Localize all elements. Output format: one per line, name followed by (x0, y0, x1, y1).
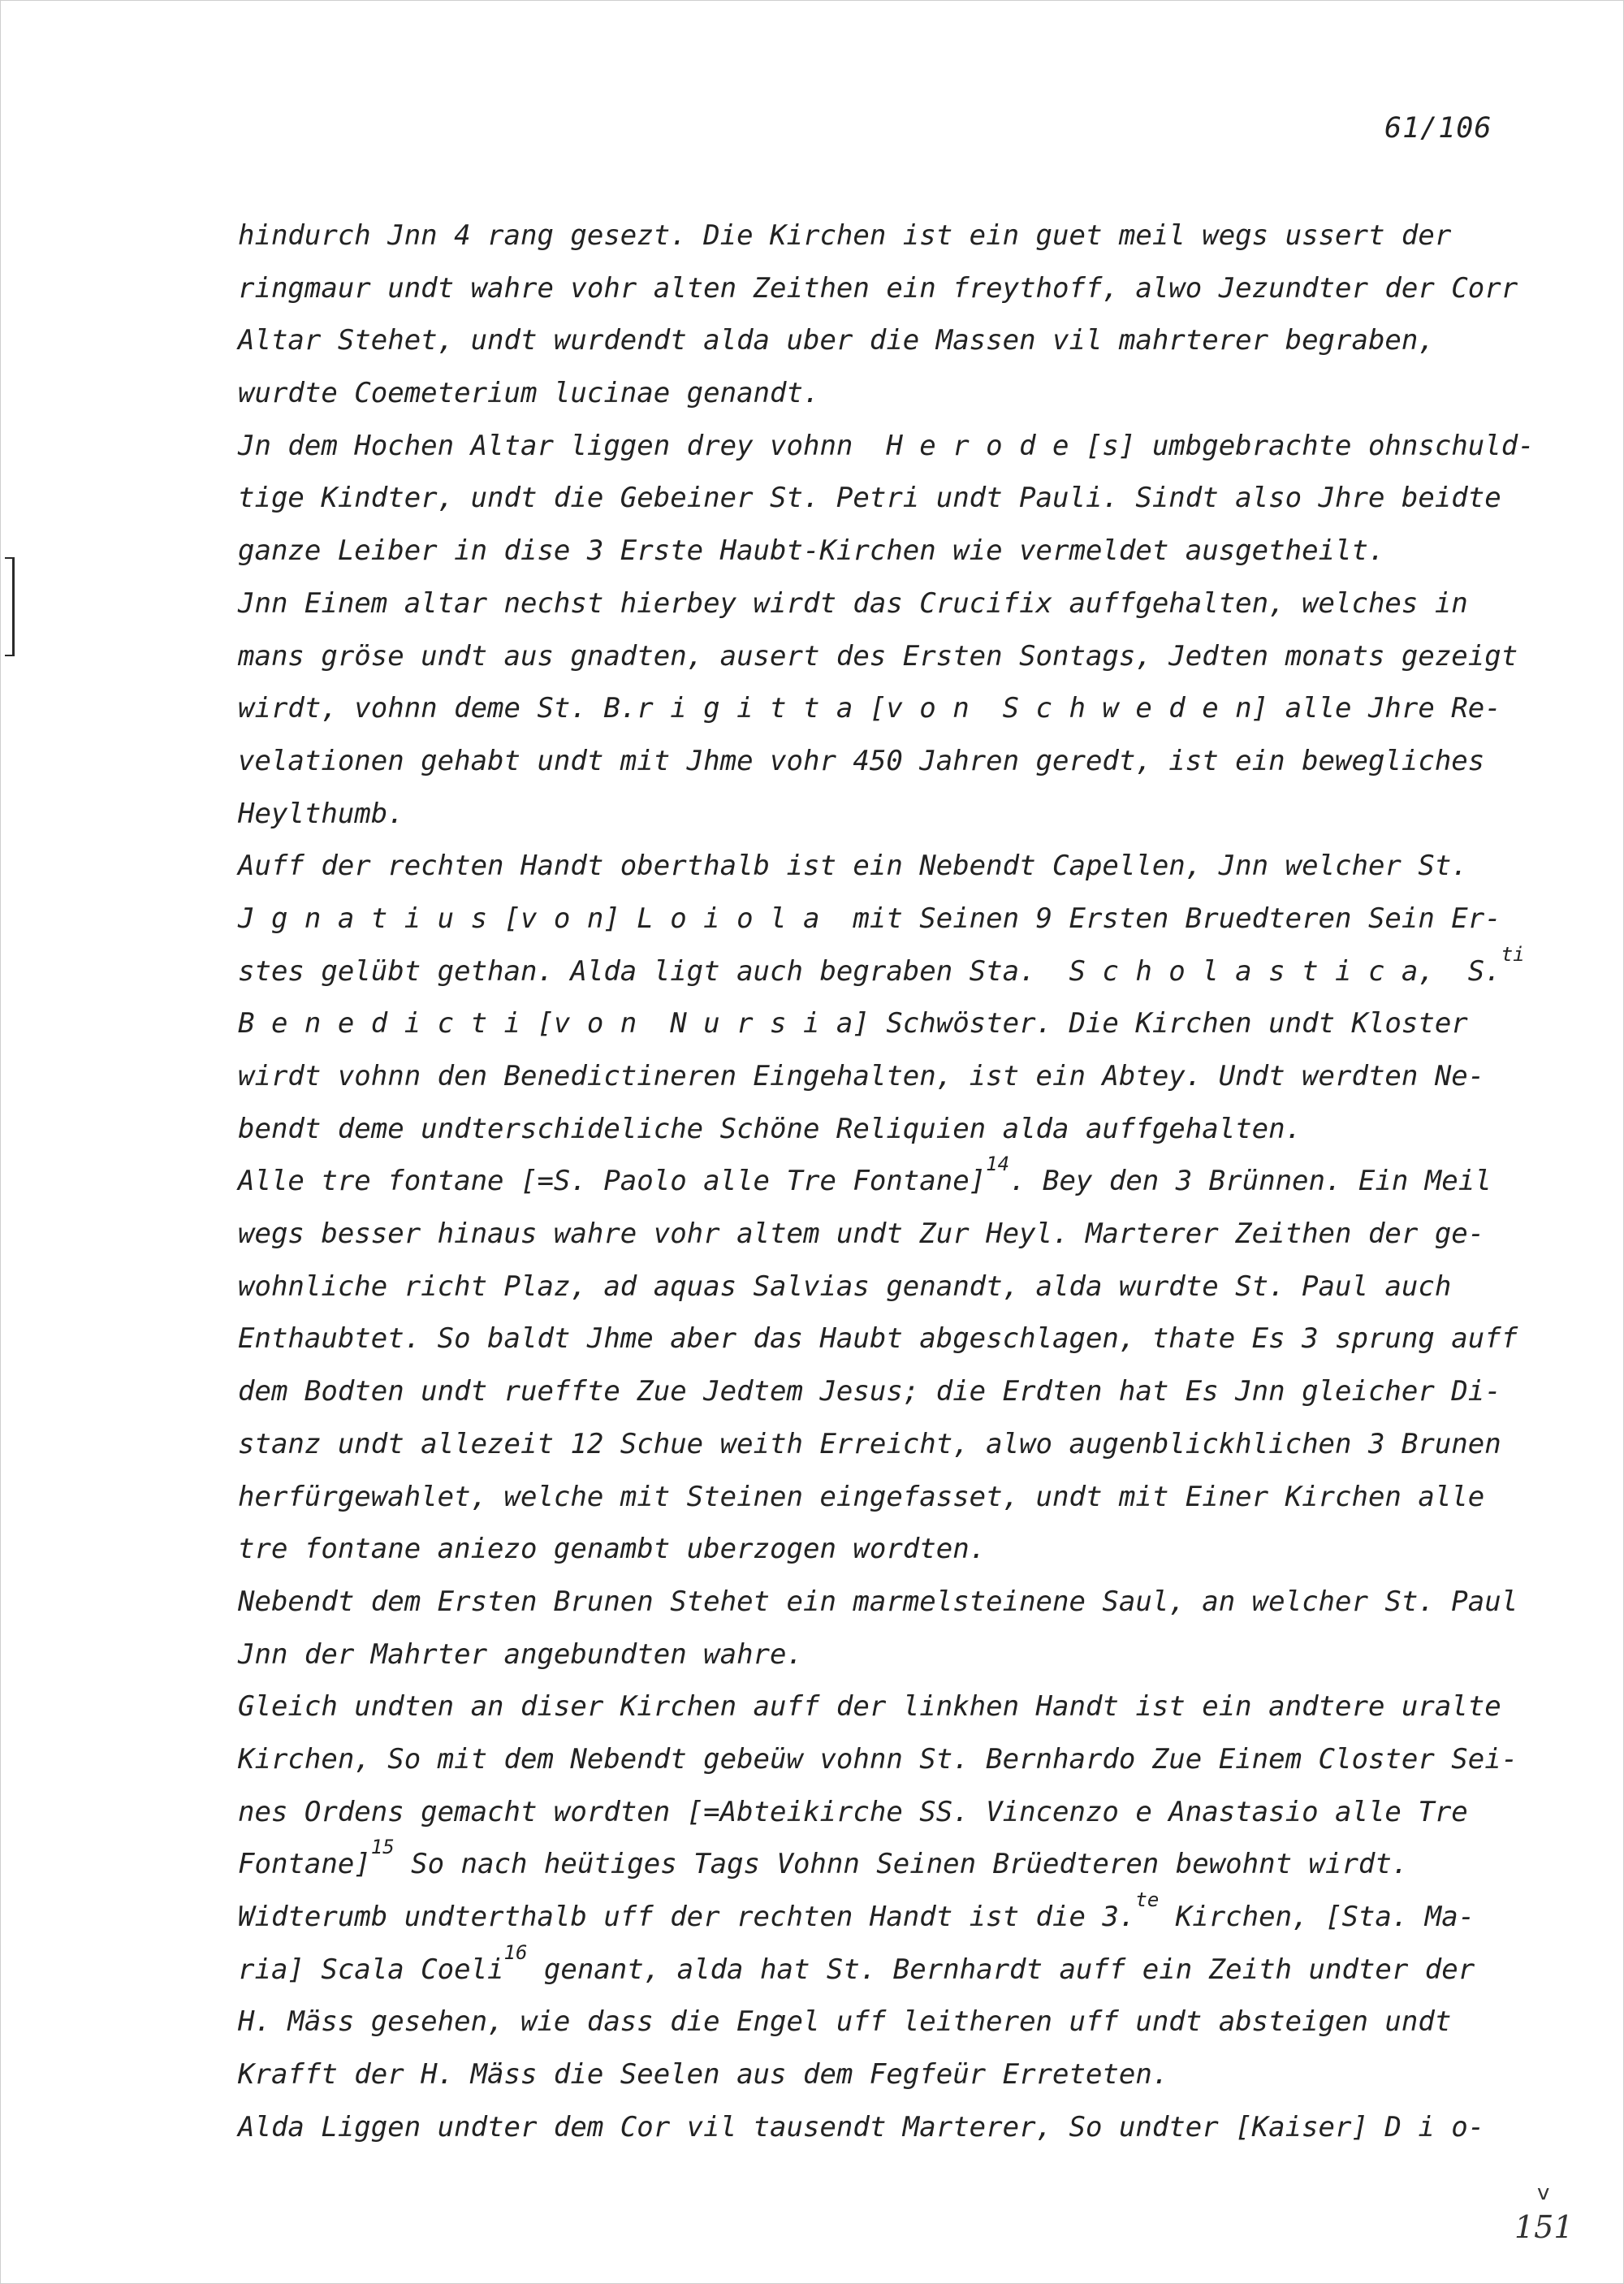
text-line: tige Kindter, undt die Gebeiner St. Petri undt Pauli. Sindt also Jhre beidte (238, 482, 1501, 515)
text-line: wurdte Coemeterium lucinae genandt. (238, 377, 820, 410)
text-line: mans gröse undt aus gnadten, ausert des Ersten Sontags, Jedten monats gezeigt (238, 639, 1518, 673)
text-line: J g n a t i u s [v o n] L o i o l a mit Seinen 9 Ersten Bruedteren Sein Er- (238, 902, 1501, 935)
text-line: dem Bodten undt rueffte Zue Jedtem Jesus; die Erdten hat Es Jnn gleicher Di- (238, 1375, 1501, 1408)
text-line: wegs besser hinaus wahre vohr altem undt Zur Heyl. Marterer Zeithen der ge- (238, 1218, 1485, 1251)
text-line: Jnn Einem altar nechst hierbey wirdt das Crucifix auffgehalten, welches in (238, 586, 1468, 620)
text-line: wirdt vohnn den Benedictineren Eingehalten, ist ein Abtey. Undt werdten Ne- (238, 1060, 1485, 1092)
footnote-ref: 14 (986, 1153, 1010, 1176)
superscript: te (1135, 1888, 1160, 1911)
text-line: herfürgewahlet, welche mit Steinen eingefasset, undt mit Einer Kirchen alle (238, 1480, 1485, 1513)
check-mark: v (1537, 2181, 1550, 2205)
text-line: velationen gehabt undt mit Jhme vohr 450 Jahren geredt, ist ein bewegliches (238, 744, 1485, 777)
text-line: Fontane]$^{15}$ So nach heütiges Tags Vohnn Seinen Brüedteren bewohnt wirdt. (238, 1836, 1409, 1881)
footnote-ref: 16 (503, 1940, 528, 1964)
text-line: stanz undt allezeit 12 Schue weith Erreicht, alwo augenblickhlichen 3 Brunen (238, 1427, 1501, 1460)
margin-bracket-mark (5, 557, 15, 656)
text-line: Alle tre fontane [=S. Paolo alle Tre Fontane]$^{14}$. Bey den 3 Brünnen. Ein Meil (238, 1153, 1492, 1198)
text-line: Krafft der H. Mäss die Seelen aus dem Fegfeür Erreteten. (238, 2058, 1169, 2092)
text-line: Widterumb undterthalb uff der rechten Handt ist die 3.$^{te}$ Kirchen, [Sta. Ma- (238, 1888, 1475, 1933)
text-line: nes Ordens gemacht wordten [=Abteikirche SS. Vincenzo e Anastasio alle Tre (238, 1795, 1468, 1828)
text-line: Nebendt dem Ersten Brunen Stehet ein marmelsteinene Saul, an welcher St. Paul (238, 1585, 1518, 1618)
text-line: Auff der rechten Handt oberthalb ist ein Nebendt Capellen, Jnn welcher St. (238, 850, 1468, 883)
text-line: Alda Liggen undter dem Cor vil tausendt Marterer, So undter [Kaiser] D i o- (238, 2110, 1485, 2143)
text-line: bendt deme undterschideliche Schöne Reliquien alda auffgehalten. (238, 1112, 1302, 1145)
text-line: ganze Leiber in dise 3 Erste Haubt-Kirchen wie vermeldet ausgetheilt. (238, 534, 1385, 568)
text-line: Altar Stehet, undt wurdendt alda uber die Massen vil mahrterer begraben, (238, 324, 1435, 357)
footnote-ref: 15 (370, 1836, 395, 1859)
page-number: 61/106 (1384, 112, 1492, 145)
text-line: B e n e d i c t i [v o n N u r s i a] Schwöster. Die Kirchen undt Kloster (238, 1007, 1468, 1040)
text-line: hindurch Jnn 4 rang gesezt. Die Kirchen ist ein guet meil wegs ussert der (238, 219, 1452, 252)
text-line: Gleich undten an diser Kirchen auff der linkhen Handt ist ein andtere uralte (238, 1690, 1501, 1724)
text-line: tre fontane aniezo genambt uberzogen wordten. (238, 1533, 987, 1566)
text-line: stes gelübt gethan. Alda ligt auch begraben Sta. S c h o l a s t i c a, S.$^{ti}$ (238, 942, 1525, 988)
superscript: ti (1501, 942, 1525, 966)
text-line: ria] Scala Coeli$^{16}$ genant, alda hat St. Bernhardt auff ein Zeith undter der (238, 1940, 1475, 1986)
text-line: Heylthumb. (238, 797, 404, 830)
text-line: Jnn der Mahrter angebundten wahre. (238, 1637, 803, 1671)
text-line: H. Mäss gesehen, wie dass die Engel uff leitheren uff undt absteigen undt (238, 2005, 1452, 2039)
text-line: wohnliche richt Plaz, ad aquas Salvias genandt, alda wurdte St. Paul auch (238, 1270, 1452, 1303)
text-line: Enthaubtet. So baldt Jhme aber das Haubt abgeschlagen, thate Es 3 sprung auff (238, 1322, 1518, 1356)
text-line: ringmaur undt wahre vohr alten Zeithen ein freythoff, alwo Jezundter der Corr (238, 271, 1518, 305)
text-line: wirdt, vohnn deme St. B.r i g i t t a [v o n S c h w e d e n] alle Jhre Re- (238, 692, 1501, 725)
document-body (238, 210, 1535, 2153)
folio-mark: 151 (1514, 2209, 1574, 2245)
text-line: Kirchen, So mit dem Nebendt gebeüw vohnn St. Bernhardo Zue Einem Closter Sei- (238, 1742, 1518, 1776)
text-line: Jn dem Hochen Altar liggen drey vohnn H e r o d e [s] umbgebrachte ohnschuld- (238, 429, 1535, 462)
